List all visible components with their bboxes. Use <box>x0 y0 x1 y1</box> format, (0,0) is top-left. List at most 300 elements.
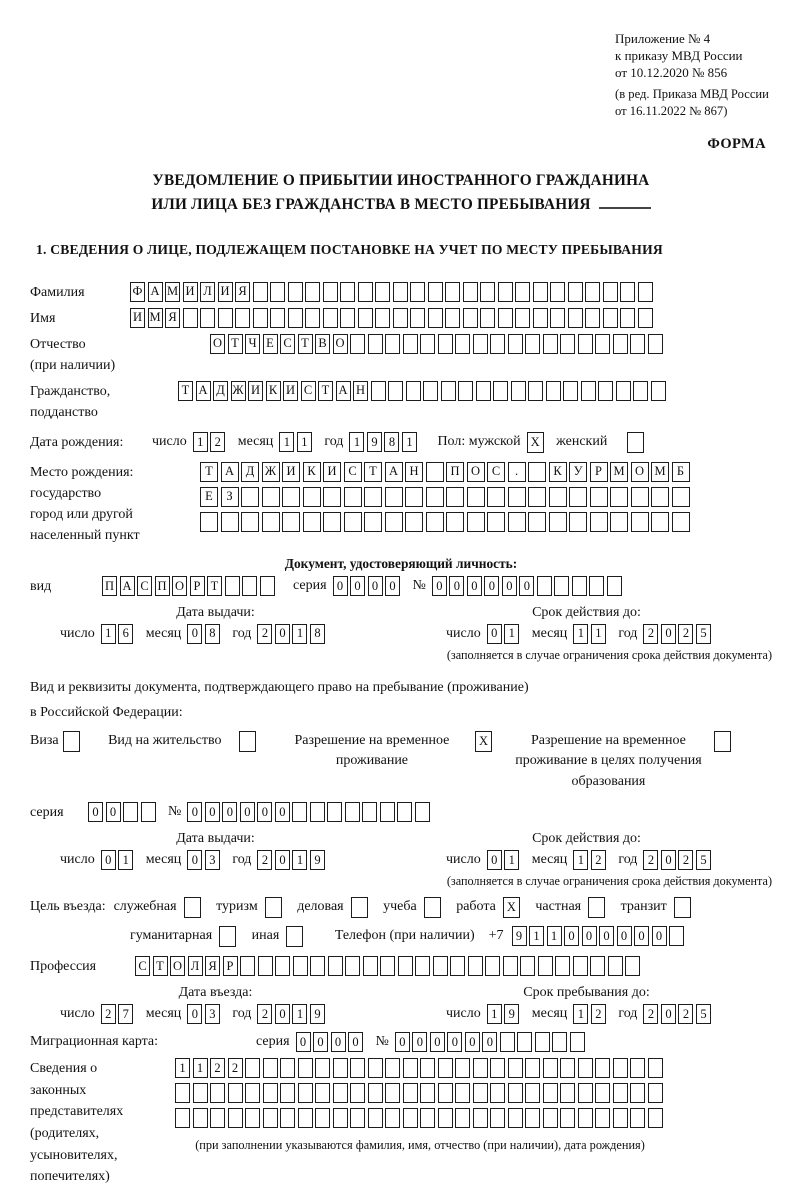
char-cell[interactable] <box>528 381 543 401</box>
char-cell[interactable] <box>714 731 731 752</box>
char-cell[interactable] <box>669 926 684 946</box>
char-cell[interactable] <box>674 897 691 918</box>
char-cell[interactable]: 2 <box>643 850 658 870</box>
char-cell[interactable] <box>543 334 558 354</box>
residence-series-input[interactable] <box>88 802 158 822</box>
char-cell[interactable] <box>210 1108 225 1128</box>
char-cell[interactable] <box>405 512 423 532</box>
doc-number-input[interactable] <box>432 576 625 596</box>
char-cell[interactable] <box>568 308 583 328</box>
char-cell[interactable] <box>388 381 403 401</box>
char-cell[interactable] <box>292 802 307 822</box>
char-cell[interactable] <box>610 512 628 532</box>
char-cell[interactable]: У <box>569 462 587 482</box>
char-cell[interactable] <box>590 487 608 507</box>
doc-kind-input[interactable] <box>102 576 277 596</box>
char-cell[interactable] <box>218 308 233 328</box>
char-cell[interactable]: 3 <box>205 1004 220 1024</box>
char-cell[interactable]: П <box>102 576 117 596</box>
char-cell[interactable] <box>525 1108 540 1128</box>
char-cell[interactable] <box>262 487 280 507</box>
char-cell[interactable] <box>403 1058 418 1078</box>
given-name-input[interactable] <box>130 308 655 328</box>
char-cell[interactable]: 0 <box>385 576 400 596</box>
char-cell[interactable]: 1 <box>573 624 588 644</box>
char-cell[interactable]: 2 <box>210 432 225 452</box>
char-cell[interactable] <box>525 1083 540 1103</box>
char-cell[interactable] <box>616 381 631 401</box>
char-cell[interactable] <box>385 1108 400 1128</box>
purpose-tourism-checkbox[interactable] <box>265 897 285 918</box>
char-cell[interactable] <box>235 308 250 328</box>
char-cell[interactable]: Т <box>178 381 193 401</box>
char-cell[interactable] <box>210 1083 225 1103</box>
char-cell[interactable] <box>350 1108 365 1128</box>
char-cell[interactable] <box>585 308 600 328</box>
char-cell[interactable] <box>245 1083 260 1103</box>
char-cell[interactable]: 0 <box>661 1004 676 1024</box>
char-cell[interactable] <box>648 1108 663 1128</box>
char-cell[interactable]: С <box>344 462 362 482</box>
char-cell[interactable] <box>293 956 308 976</box>
char-cell[interactable] <box>380 956 395 976</box>
char-cell[interactable] <box>569 512 587 532</box>
char-cell[interactable] <box>175 1083 190 1103</box>
char-cell[interactable] <box>638 282 653 302</box>
char-cell[interactable]: 6 <box>118 624 133 644</box>
char-cell[interactable] <box>193 1108 208 1128</box>
char-cell[interactable]: С <box>301 381 316 401</box>
sex-male-checkbox[interactable] <box>527 432 547 453</box>
char-cell[interactable]: И <box>130 308 145 328</box>
char-cell[interactable] <box>63 731 80 752</box>
char-cell[interactable] <box>380 802 395 822</box>
char-cell[interactable] <box>328 956 343 976</box>
char-cell[interactable] <box>569 487 587 507</box>
char-cell[interactable] <box>445 282 460 302</box>
char-cell[interactable] <box>288 282 303 302</box>
char-cell[interactable] <box>620 282 635 302</box>
char-cell[interactable] <box>253 282 268 302</box>
char-cell[interactable]: 7 <box>118 1004 133 1024</box>
char-cell[interactable] <box>648 334 663 354</box>
char-cell[interactable]: 1 <box>504 624 519 644</box>
char-cell[interactable] <box>275 956 290 976</box>
char-cell[interactable]: 8 <box>310 624 325 644</box>
char-cell[interactable] <box>242 576 257 596</box>
char-cell[interactable] <box>578 1083 593 1103</box>
char-cell[interactable] <box>648 1083 663 1103</box>
char-cell[interactable] <box>672 487 690 507</box>
char-cell[interactable] <box>362 802 377 822</box>
char-cell[interactable] <box>463 282 478 302</box>
char-cell[interactable] <box>578 1108 593 1128</box>
char-cell[interactable] <box>620 308 635 328</box>
sex-female-checkbox[interactable] <box>627 432 647 453</box>
char-cell[interactable]: 0 <box>432 576 447 596</box>
char-cell[interactable] <box>589 576 604 596</box>
char-cell[interactable] <box>340 308 355 328</box>
char-cell[interactable] <box>590 512 608 532</box>
char-cell[interactable]: Л <box>200 282 215 302</box>
char-cell[interactable]: 0 <box>412 1032 427 1052</box>
purpose-business-checkbox[interactable] <box>351 897 371 918</box>
char-cell[interactable]: 0 <box>634 926 649 946</box>
char-cell[interactable] <box>630 1083 645 1103</box>
char-cell[interactable]: 0 <box>187 1004 202 1024</box>
citizenship-input[interactable] <box>178 381 668 401</box>
char-cell[interactable] <box>515 308 530 328</box>
char-cell[interactable] <box>270 308 285 328</box>
char-cell[interactable]: 0 <box>187 624 202 644</box>
char-cell[interactable] <box>405 487 423 507</box>
char-cell[interactable] <box>253 308 268 328</box>
char-cell[interactable]: 0 <box>275 1004 290 1024</box>
char-cell[interactable]: 0 <box>313 1032 328 1052</box>
purpose-official-checkbox[interactable] <box>184 897 204 918</box>
char-cell[interactable]: X <box>503 897 520 918</box>
char-cell[interactable]: И <box>282 462 300 482</box>
char-cell[interactable] <box>476 381 491 401</box>
char-cell[interactable] <box>543 1058 558 1078</box>
char-cell[interactable]: 2 <box>591 1004 606 1024</box>
char-cell[interactable] <box>480 308 495 328</box>
char-cell[interactable]: 0 <box>275 850 290 870</box>
char-cell[interactable] <box>528 512 546 532</box>
char-cell[interactable]: 1 <box>193 432 208 452</box>
char-cell[interactable] <box>340 282 355 302</box>
char-cell[interactable] <box>323 512 341 532</box>
char-cell[interactable] <box>398 956 413 976</box>
char-cell[interactable] <box>423 381 438 401</box>
char-cell[interactable]: 8 <box>384 432 399 452</box>
char-cell[interactable]: 0 <box>430 1032 445 1052</box>
char-cell[interactable]: 2 <box>210 1058 225 1078</box>
char-cell[interactable]: Ж <box>262 462 280 482</box>
char-cell[interactable]: Н <box>353 381 368 401</box>
char-cell[interactable]: И <box>323 462 341 482</box>
char-cell[interactable]: 2 <box>678 850 693 870</box>
char-cell[interactable] <box>350 1083 365 1103</box>
char-cell[interactable] <box>595 1083 610 1103</box>
char-cell[interactable] <box>503 956 518 976</box>
char-cell[interactable]: 0 <box>661 624 676 644</box>
char-cell[interactable] <box>375 282 390 302</box>
char-cell[interactable] <box>603 282 618 302</box>
char-cell[interactable] <box>438 1083 453 1103</box>
char-cell[interactable]: 0 <box>487 624 502 644</box>
char-cell[interactable] <box>467 512 485 532</box>
char-cell[interactable]: Т <box>153 956 168 976</box>
char-cell[interactable] <box>184 897 201 918</box>
char-cell[interactable]: С <box>487 462 505 482</box>
char-cell[interactable] <box>280 1058 295 1078</box>
char-cell[interactable]: 2 <box>228 1058 243 1078</box>
char-cell[interactable]: П <box>155 576 170 596</box>
char-cell[interactable]: 1 <box>573 1004 588 1024</box>
purpose-work-checkbox[interactable] <box>503 897 523 918</box>
char-cell[interactable] <box>552 1032 567 1052</box>
char-cell[interactable]: 1 <box>193 1058 208 1078</box>
char-cell[interactable] <box>485 956 500 976</box>
char-cell[interactable]: 0 <box>449 576 464 596</box>
char-cell[interactable]: 0 <box>348 1032 363 1052</box>
char-cell[interactable] <box>286 926 303 947</box>
char-cell[interactable] <box>426 487 444 507</box>
char-cell[interactable] <box>473 1058 488 1078</box>
char-cell[interactable]: О <box>467 462 485 482</box>
char-cell[interactable] <box>533 308 548 328</box>
char-cell[interactable] <box>554 576 569 596</box>
char-cell[interactable] <box>368 334 383 354</box>
char-cell[interactable]: 0 <box>187 802 202 822</box>
char-cell[interactable] <box>240 956 255 976</box>
char-cell[interactable]: 1 <box>297 432 312 452</box>
char-cell[interactable] <box>549 512 567 532</box>
char-cell[interactable] <box>397 802 412 822</box>
char-cell[interactable] <box>406 381 421 401</box>
char-cell[interactable] <box>345 802 360 822</box>
char-cell[interactable] <box>487 512 505 532</box>
char-cell[interactable]: Е <box>263 334 278 354</box>
char-cell[interactable] <box>303 512 321 532</box>
char-cell[interactable]: А <box>221 462 239 482</box>
char-cell[interactable] <box>603 308 618 328</box>
entry-year-input[interactable] <box>257 1004 327 1024</box>
char-cell[interactable] <box>508 487 526 507</box>
char-cell[interactable] <box>368 1058 383 1078</box>
identity-valid-day[interactable] <box>487 624 522 644</box>
char-cell[interactable]: Я <box>205 956 220 976</box>
char-cell[interactable] <box>500 1032 515 1052</box>
char-cell[interactable] <box>520 956 535 976</box>
char-cell[interactable] <box>385 1058 400 1078</box>
char-cell[interactable] <box>310 802 325 822</box>
birth-year-input[interactable] <box>349 432 419 452</box>
char-cell[interactable] <box>282 512 300 532</box>
char-cell[interactable] <box>613 1083 628 1103</box>
char-cell[interactable]: 0 <box>617 926 632 946</box>
char-cell[interactable] <box>410 308 425 328</box>
char-cell[interactable]: 9 <box>310 850 325 870</box>
birth-place-input-row2[interactable] <box>200 487 692 507</box>
char-cell[interactable] <box>595 334 610 354</box>
char-cell[interactable] <box>270 282 285 302</box>
char-cell[interactable]: О <box>631 462 649 482</box>
char-cell[interactable]: Т <box>364 462 382 482</box>
legal-reps-input-row1[interactable] <box>175 1058 665 1078</box>
char-cell[interactable] <box>651 487 669 507</box>
char-cell[interactable]: Т <box>318 381 333 401</box>
char-cell[interactable] <box>633 381 648 401</box>
char-cell[interactable] <box>403 1083 418 1103</box>
char-cell[interactable]: А <box>196 381 211 401</box>
char-cell[interactable]: 0 <box>564 926 579 946</box>
char-cell[interactable] <box>555 956 570 976</box>
char-cell[interactable] <box>528 462 546 482</box>
char-cell[interactable] <box>263 1108 278 1128</box>
birth-place-input-row1[interactable] <box>200 462 692 482</box>
char-cell[interactable] <box>537 576 552 596</box>
char-cell[interactable] <box>219 926 236 947</box>
char-cell[interactable] <box>568 282 583 302</box>
char-cell[interactable] <box>570 1032 585 1052</box>
char-cell[interactable] <box>305 308 320 328</box>
char-cell[interactable] <box>123 802 138 822</box>
char-cell[interactable]: 0 <box>661 850 676 870</box>
char-cell[interactable] <box>438 1108 453 1128</box>
char-cell[interactable]: Р <box>590 462 608 482</box>
char-cell[interactable]: Т <box>228 334 243 354</box>
char-cell[interactable] <box>350 1058 365 1078</box>
char-cell[interactable] <box>323 282 338 302</box>
char-cell[interactable] <box>535 1032 550 1052</box>
legal-reps-input-row2[interactable] <box>175 1083 665 1103</box>
char-cell[interactable]: 2 <box>643 624 658 644</box>
char-cell[interactable] <box>333 1108 348 1128</box>
char-cell[interactable]: С <box>135 956 150 976</box>
char-cell[interactable] <box>298 1108 313 1128</box>
char-cell[interactable]: 0 <box>275 624 290 644</box>
char-cell[interactable]: К <box>549 462 567 482</box>
char-cell[interactable]: Д <box>213 381 228 401</box>
char-cell[interactable] <box>493 381 508 401</box>
char-cell[interactable]: . <box>508 462 526 482</box>
char-cell[interactable]: 0 <box>106 802 121 822</box>
char-cell[interactable] <box>228 1108 243 1128</box>
residence-valid-month[interactable] <box>573 850 608 870</box>
char-cell[interactable]: Т <box>207 576 222 596</box>
char-cell[interactable] <box>511 381 526 401</box>
char-cell[interactable] <box>420 334 435 354</box>
char-cell[interactable]: X <box>527 432 544 453</box>
char-cell[interactable] <box>358 308 373 328</box>
char-cell[interactable]: 1 <box>547 926 562 946</box>
char-cell[interactable] <box>473 334 488 354</box>
char-cell[interactable] <box>631 487 649 507</box>
char-cell[interactable] <box>533 282 548 302</box>
char-cell[interactable]: Ф <box>130 282 145 302</box>
char-cell[interactable]: К <box>303 462 321 482</box>
char-cell[interactable]: 0 <box>296 1032 311 1052</box>
char-cell[interactable]: 3 <box>205 850 220 870</box>
char-cell[interactable] <box>468 956 483 976</box>
char-cell[interactable]: П <box>446 462 464 482</box>
char-cell[interactable] <box>508 334 523 354</box>
char-cell[interactable]: 1 <box>573 850 588 870</box>
char-cell[interactable]: 2 <box>643 1004 658 1024</box>
char-cell[interactable] <box>630 1058 645 1078</box>
char-cell[interactable]: 1 <box>292 624 307 644</box>
char-cell[interactable] <box>315 1083 330 1103</box>
char-cell[interactable]: 0 <box>484 576 499 596</box>
char-cell[interactable] <box>473 1083 488 1103</box>
char-cell[interactable] <box>455 1058 470 1078</box>
char-cell[interactable] <box>438 334 453 354</box>
birth-day-input[interactable] <box>193 432 228 452</box>
char-cell[interactable]: 0 <box>275 802 290 822</box>
char-cell[interactable] <box>333 1083 348 1103</box>
char-cell[interactable] <box>672 512 690 532</box>
char-cell[interactable]: К <box>266 381 281 401</box>
purpose-private-checkbox[interactable] <box>588 897 608 918</box>
char-cell[interactable]: 5 <box>696 1004 711 1024</box>
char-cell[interactable] <box>538 956 553 976</box>
char-cell[interactable] <box>550 282 565 302</box>
char-cell[interactable] <box>598 381 613 401</box>
char-cell[interactable]: Л <box>188 956 203 976</box>
char-cell[interactable] <box>420 1058 435 1078</box>
char-cell[interactable]: 9 <box>367 432 382 452</box>
char-cell[interactable] <box>458 381 473 401</box>
char-cell[interactable] <box>515 282 530 302</box>
char-cell[interactable] <box>344 487 362 507</box>
char-cell[interactable]: 0 <box>652 926 667 946</box>
char-cell[interactable]: А <box>385 462 403 482</box>
char-cell[interactable] <box>455 1083 470 1103</box>
char-cell[interactable]: Я <box>235 282 250 302</box>
char-cell[interactable]: 0 <box>101 850 116 870</box>
char-cell[interactable] <box>426 462 444 482</box>
patronymic-input[interactable] <box>210 334 665 354</box>
char-cell[interactable] <box>245 1108 260 1128</box>
char-cell[interactable] <box>364 487 382 507</box>
residence-valid-day[interactable] <box>487 850 522 870</box>
char-cell[interactable] <box>490 334 505 354</box>
char-cell[interactable]: 0 <box>333 576 348 596</box>
migration-number-input[interactable] <box>395 1032 588 1052</box>
char-cell[interactable]: А <box>336 381 351 401</box>
char-cell[interactable]: 1 <box>279 432 294 452</box>
char-cell[interactable]: И <box>183 282 198 302</box>
birth-month-input[interactable] <box>279 432 314 452</box>
stay-month-input[interactable] <box>573 1004 608 1024</box>
char-cell[interactable] <box>280 1108 295 1128</box>
char-cell[interactable] <box>585 282 600 302</box>
char-cell[interactable]: 0 <box>465 1032 480 1052</box>
char-cell[interactable]: 1 <box>591 624 606 644</box>
identity-issue-day[interactable] <box>101 624 136 644</box>
char-cell[interactable] <box>200 512 218 532</box>
char-cell[interactable] <box>560 1108 575 1128</box>
purpose-transit-checkbox[interactable] <box>674 897 694 918</box>
char-cell[interactable] <box>424 897 441 918</box>
char-cell[interactable] <box>245 1058 260 1078</box>
char-cell[interactable]: 1 <box>504 850 519 870</box>
char-cell[interactable] <box>438 1058 453 1078</box>
char-cell[interactable] <box>648 1058 663 1078</box>
char-cell[interactable]: 1 <box>101 624 116 644</box>
migration-series-input[interactable] <box>296 1032 366 1052</box>
char-cell[interactable]: В <box>315 334 330 354</box>
residence-issue-month[interactable] <box>187 850 222 870</box>
char-cell[interactable]: О <box>170 956 185 976</box>
identity-issue-year[interactable] <box>257 624 327 644</box>
char-cell[interactable]: М <box>610 462 628 482</box>
phone-input[interactable] <box>512 926 687 946</box>
char-cell[interactable]: А <box>120 576 135 596</box>
char-cell[interactable] <box>333 1058 348 1078</box>
char-cell[interactable]: 0 <box>240 802 255 822</box>
char-cell[interactable] <box>364 512 382 532</box>
char-cell[interactable]: Е <box>200 487 218 507</box>
char-cell[interactable]: 2 <box>257 1004 272 1024</box>
purpose-study-checkbox[interactable] <box>424 897 444 918</box>
residence-permit-checkbox[interactable] <box>239 731 259 752</box>
char-cell[interactable] <box>445 308 460 328</box>
char-cell[interactable] <box>560 1058 575 1078</box>
char-cell[interactable] <box>560 334 575 354</box>
